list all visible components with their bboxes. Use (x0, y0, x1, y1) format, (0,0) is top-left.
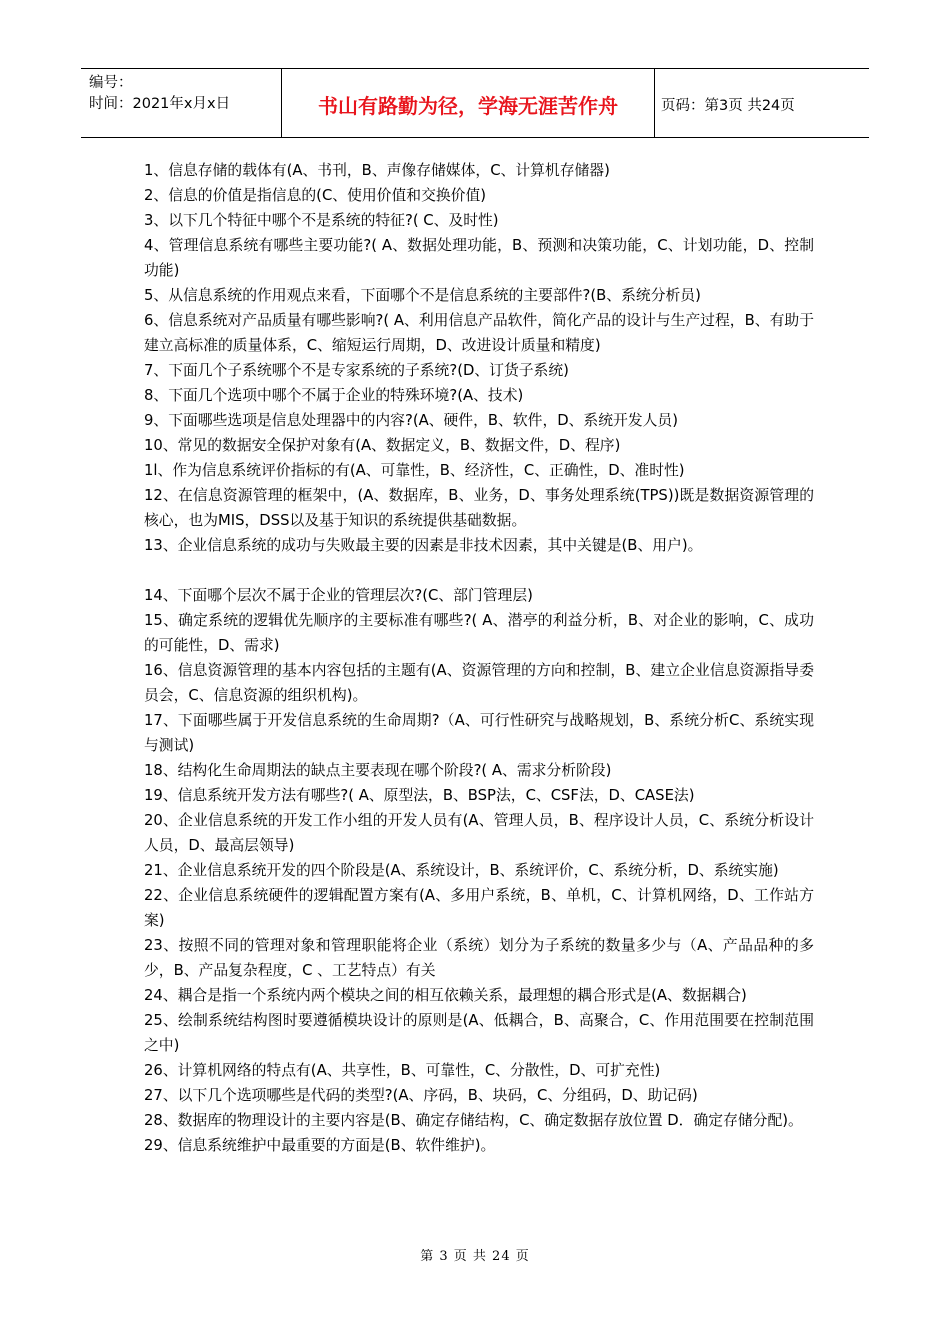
list-item: 25、绘制系统结构图时要遵循模块设计的原则是(A、低耦合，B、高聚合，C、作用范围要在控制范围之中) (144, 1012, 814, 1054)
list-item: 16、信息资源管理的基本内容包括的主题有(A、资源管理的方向和控制，B、建立企业信息资源指导委员会，C、信息资源的组织机构)。 (144, 662, 814, 704)
list-item: 17、下面哪些属于开发信息系统的生命周期?（A、可行性研究与战略规划，B、系统分析C、系统实现与测试) (144, 712, 814, 754)
list-item: 13、企业信息系统的成功与失败最主要的因素是非技术因素，其中关键是(B、用户)。 (144, 537, 703, 554)
list-item: 6、信息系统对产品质量有哪些影响?( A、利用信息产品软件，简化产品的设计与生产过程，B、有助于建立高标准的质量体系，C、缩短运行周期，D、改进设计质量和精度) (144, 312, 814, 354)
list-item: 20、企业信息系统的开发工作小组的开发人员有(A、管理人员，B、程序设计人员，C、系统分析设计人员，D、最高层领导) (144, 812, 814, 854)
doc-date-label: 时间：2021年x月x日 (89, 96, 231, 112)
header-motto: 书山有路勤为径，学海无涯苦作舟 (282, 69, 655, 137)
list-item: 8、下面几个选项中哪个不属于企业的特殊环境?(A、技术) (144, 387, 524, 404)
list-item: 23、按照不同的管理对象和管理职能将企业（系统）划分为子系统的数量多少与（A、产品品种的多少，B、产品复杂程度，C 、工艺特点）有关 (144, 937, 814, 979)
list-item: 2、信息的价值是指信息的(C、使用价值和交换价值) (144, 187, 487, 204)
list-item: 1、信息存储的载体有(A、书刊，B、声像存储媒体，C、计算机存储器) (144, 162, 610, 179)
doc-number-label: 编号： (89, 75, 133, 91)
list-item: 15、确定系统的逻辑优先顺序的主要标准有哪些?( A、潜亭的利益分析，B、对企业的影响，C、成功的可能性，D、需求) (144, 612, 814, 654)
list-item: 24、耦合是指一个系统内两个模块之间的相互依赖关系，最理想的耦合形式是(A、数据耦合) (144, 987, 747, 1004)
page-header (81, 68, 869, 138)
list-item: 4、管理信息系统有哪些主要功能?( A、数据处理功能，B、预测和决策功能，C、计划功能，D、控制功能) (144, 237, 814, 279)
header-meta (81, 69, 282, 137)
list-item: 7、下面几个子系统哪个不是专家系统的子系统?(D、订货子系统) (144, 362, 569, 379)
list-item: 19、信息系统开发方法有哪些?( A、原型法，B、BSP法，C、CSF法，D、CASE法) (144, 787, 695, 804)
list-item: 22、企业信息系统硬件的逻辑配置方案有(A、多用户系统，B、单机，C、计算机网络，D、工作站方案) (144, 887, 814, 929)
blank-line (144, 558, 814, 583)
list-item: 29、信息系统维护中最重要的方面是(B、软件维护)。 (144, 1137, 496, 1154)
list-item: 21、企业信息系统开发的四个阶段是(A、系统设计，B、系统评价，C、系统分析，D、系统实施) (144, 862, 779, 879)
list-item: 27、以下几个选项哪些是代码的类型?(A、序码，B、块码，C、分组码，D、助记码) (144, 1087, 698, 1104)
question-list (144, 158, 814, 1158)
list-item: 18、结构化生命周期法的缺点主要表现在哪个阶段?( A、需求分析阶段) (144, 762, 612, 779)
list-item: 5、从信息系统的作用观点来看，下面哪个不是信息系统的主要部件?(B、系统分析员) (144, 287, 701, 304)
list-item: 12、在信息资源管理的框架中，(A、数据库，B、业务，D、事务处理系统(TPS))既是数据资源管理的核心，也为MIS，DSS以及基于知识的系统提供基础数据。 (144, 487, 814, 529)
page-footer: 第 3 页 共 24 页 (420, 1249, 530, 1264)
list-item: 1l、作为信息系统评价指标的有(A、可靠性，B、经济性，C、正确性，D、准时性) (144, 462, 685, 479)
list-item: 10、常见的数据安全保护对象有(A、数据定义，B、数据文件，D、程序) (144, 437, 621, 454)
header-page-number: 页码：第3页 共24页 (661, 97, 795, 114)
list-item: 3、以下几个特征中哪个不是系统的特征?( C、及时性) (144, 212, 499, 229)
list-item: 9、下面哪些选项是信息处理器中的内容?(A、硬件，B、软件，D、系统开发人员) (144, 412, 678, 429)
list-item: 14、下面哪个层次不属于企业的管理层次?(C、部门管理层) (144, 587, 533, 604)
list-item: 26、计算机网络的特点有(A、共享性，B、可靠性，C、分散性，D、可扩充性) (144, 1062, 661, 1079)
list-item: 28、数据库的物理设计的主要内容是(B、确定存储结构，C、确定数据存放位置 D．确定存储分配)。 (144, 1112, 803, 1129)
